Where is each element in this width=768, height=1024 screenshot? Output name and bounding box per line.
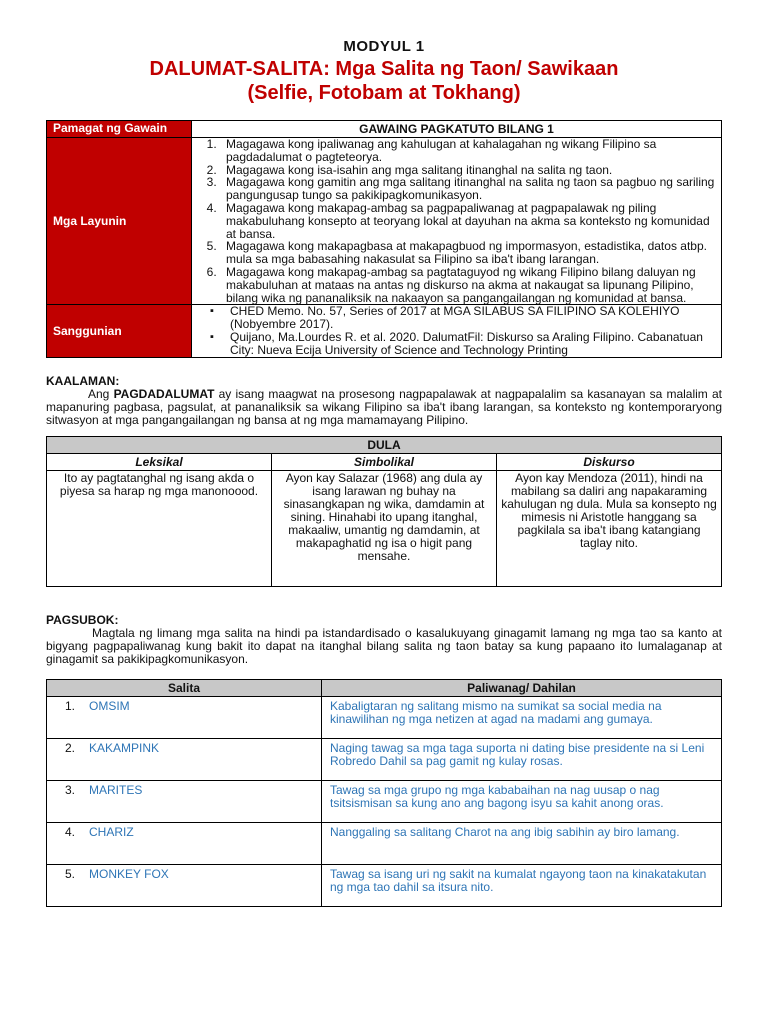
- goal-item: 5. Magagawa kong makapagbasa at makapagbuod ng impormasyon, estadistika, datos atbp. mula sa mga babasahing nakasulat sa Filipino sa iba't ibang larangan.: [220, 240, 717, 266]
- reason-cell: Naging tawag sa mga taga suporta ni dating bise presidente na si Leni Robredo Dahil sa pag gamit ng kulay rosas.: [322, 738, 722, 780]
- reason-cell: Tawag sa isang uri ng sakit na kumalat ngayong taon na kinakatakutan ng mga tao dahil sa itsura nito.: [322, 864, 722, 906]
- label-sanggunian: Sanggunian: [47, 305, 192, 357]
- reason-cell: Tawag sa mga grupo ng mga kababaihan na nag uusap o nag tsitsismisan sa kung ano ang bagong isyu sa kahit anong oras.: [322, 780, 722, 822]
- label-pamagat: Pamagat ng Gawain: [47, 121, 192, 138]
- goal-item: 4. Magagawa kong makapag-ambag sa pagpapaliwanag at pagpapalawak ng piling makabuluhang konsepto at teoryang lokal at dayuhan na akma sa konteksto ng komunidad at bansa.: [220, 202, 717, 240]
- goals-list: [196, 138, 717, 304]
- module-page: [46, 38, 722, 907]
- word-text: MONKEY FOX: [89, 866, 169, 881]
- word-text: MARITES: [89, 782, 143, 797]
- word-cell: [47, 780, 322, 822]
- kaalaman-body: ay isang maagwat na prosesong nagpapalawak at nagpapalalim sa kasanayan sa malalim at mapanuring pagbasa, pagsulat, at pananaliksik sa wikang Filipino sa iba't ibang larangan, sa konteksto ng kontemporaryong sitwasyon at mga pangangailangan ng bansa at ng mga mamamayang Pilipino.: [46, 386, 723, 427]
- row-number: 5.: [65, 866, 76, 881]
- row-number: 2.: [65, 740, 76, 755]
- table-row: [47, 696, 722, 738]
- module-title: [46, 57, 722, 105]
- column-diskurso: Diskurso: [497, 453, 722, 470]
- word-cell: [47, 864, 322, 906]
- table-row: [47, 864, 722, 906]
- column-salita: Salita: [47, 679, 322, 696]
- kaalaman-heading: KAALAMAN:: [46, 373, 120, 388]
- table-row: [47, 780, 722, 822]
- table-row: [47, 822, 722, 864]
- label-layunin: Mga Layunin: [47, 138, 192, 305]
- column-simbolikal: Simbolikal: [272, 453, 497, 470]
- kaalaman-term: PAGDADALUMAT: [113, 386, 215, 401]
- row-number: 4.: [65, 824, 76, 839]
- word-text: CHARIZ: [89, 824, 134, 839]
- sanggunian-cell: [192, 305, 722, 357]
- goal-item: 6. Magagawa kong makapag-ambag sa pagtataguyod ng wikang Filipino bilang daluyan ng makabuluhan at mataas na antas ng diskurso na akma at nakaugat sa lipunang Pilipino, bilang wika ng pananaliksik na nakaayon sa pangangailangan ng komunidad at bansa.: [220, 266, 717, 304]
- goal-item: 1. Magagawa kong ipaliwanag ang kahulugan at kahalagahan ng wikang Filipino sa pagdadalumat o pagteteorya.: [220, 138, 717, 164]
- word-text: KAKAMPINK: [89, 740, 160, 755]
- dula-title: DULA: [47, 436, 722, 453]
- kaalaman-paragraph: [46, 388, 722, 427]
- cell-diskurso: Ayon kay Mendoza (2011), hindi na mabilang sa daliri ang napakaraming kahulugan ng dula. Mula sa konsepto ng mimesis ni Aristotle hanggang sa pagkilala sa iba't ibang katangiang taglay nito.: [497, 470, 722, 586]
- word-cell: [47, 738, 322, 780]
- kaalaman-lead: Ang: [88, 386, 114, 401]
- cell-simbolikal: Ayon kay Salazar (1968) ang dula ay isang larawan ng buhay na sinasangkapan ng wika, damdamin at sining. Hinahabi ito upang itanghal, makaaliw, umantig ng damdamin, at makapaghatid ng isa o higit pang mensahe.: [272, 470, 497, 586]
- reference-item: ▪ Quijano, Ma.Lourdes R. et al. 2020. DalumatFil: Diskurso sa Araling Filipino. Cabanatuan City: Nueva Ecija University of Science and Technology Printing: [212, 331, 717, 357]
- word-text: OMSIM: [89, 698, 130, 713]
- pagsubok-instructions: Magtala ng limang mga salita na hindi pa istandardisado o kasalukuyang ginagamit lamang ng mga tao sa kanto at bigyang pagpapaliwanag kung bakit ito dapat na itanghal bilang salita ng taon batay sa kung papaano ito lumalaganap at ginagamit sa pakikipagkomunikasyon.: [46, 625, 722, 666]
- activity-info-table: [46, 120, 722, 358]
- pagsubok-heading: PAGSUBOK:: [46, 612, 119, 627]
- dula-table: [46, 436, 722, 587]
- title-line-2: (Selfie, Fotobam at Tokhang): [247, 82, 521, 104]
- word-cell: [47, 822, 322, 864]
- reason-cell: Nanggaling sa salitang Charot na ang ibig sabihin ay biro lamang.: [322, 822, 722, 864]
- goal-item: 2. Magagawa kong isa-isahin ang mga salitang itinanghal na salita ng taon.: [220, 164, 717, 177]
- row-number: 1.: [65, 698, 76, 713]
- table-row: [47, 738, 722, 780]
- references-list: [196, 305, 717, 356]
- title-line-1: DALUMAT-SALITA: Mga Salita ng Taon/ Sawikaan: [149, 58, 619, 80]
- layunin-cell: [192, 138, 722, 305]
- activity-title: GAWAING PAGKATUTO BILANG 1: [192, 121, 722, 138]
- column-paliwanag: Paliwanag/ Dahilan: [322, 679, 722, 696]
- cell-leksikal: Ito ay pagtatanghal ng isang akda o piyesa sa harap ng mga manonoood.: [47, 470, 272, 586]
- word-cell: [47, 696, 322, 738]
- column-leksikal: Leksikal: [47, 453, 272, 470]
- reference-item: ▪ CHED Memo. No. 57, Series of 2017 at MGA SILABUS SA FILIPINO SA KOLEHIYO (Nobyembre 2017).: [212, 305, 717, 331]
- module-number: MODYUL 1: [343, 38, 425, 55]
- goal-item: 3. Magagawa kong gamitin ang mga salitang itinanghal na salita ng taon sa pagbuo ng sariling pangungusap tungo sa pakikipagkomunikasyon.: [220, 176, 717, 202]
- salita-table: [46, 679, 722, 907]
- row-number: 3.: [65, 782, 76, 797]
- reason-cell: Kabaligtaran ng salitang mismo na sumikat sa social media na kinawilihan ng mga netizen at agad na madami ang gumaya.: [322, 696, 722, 738]
